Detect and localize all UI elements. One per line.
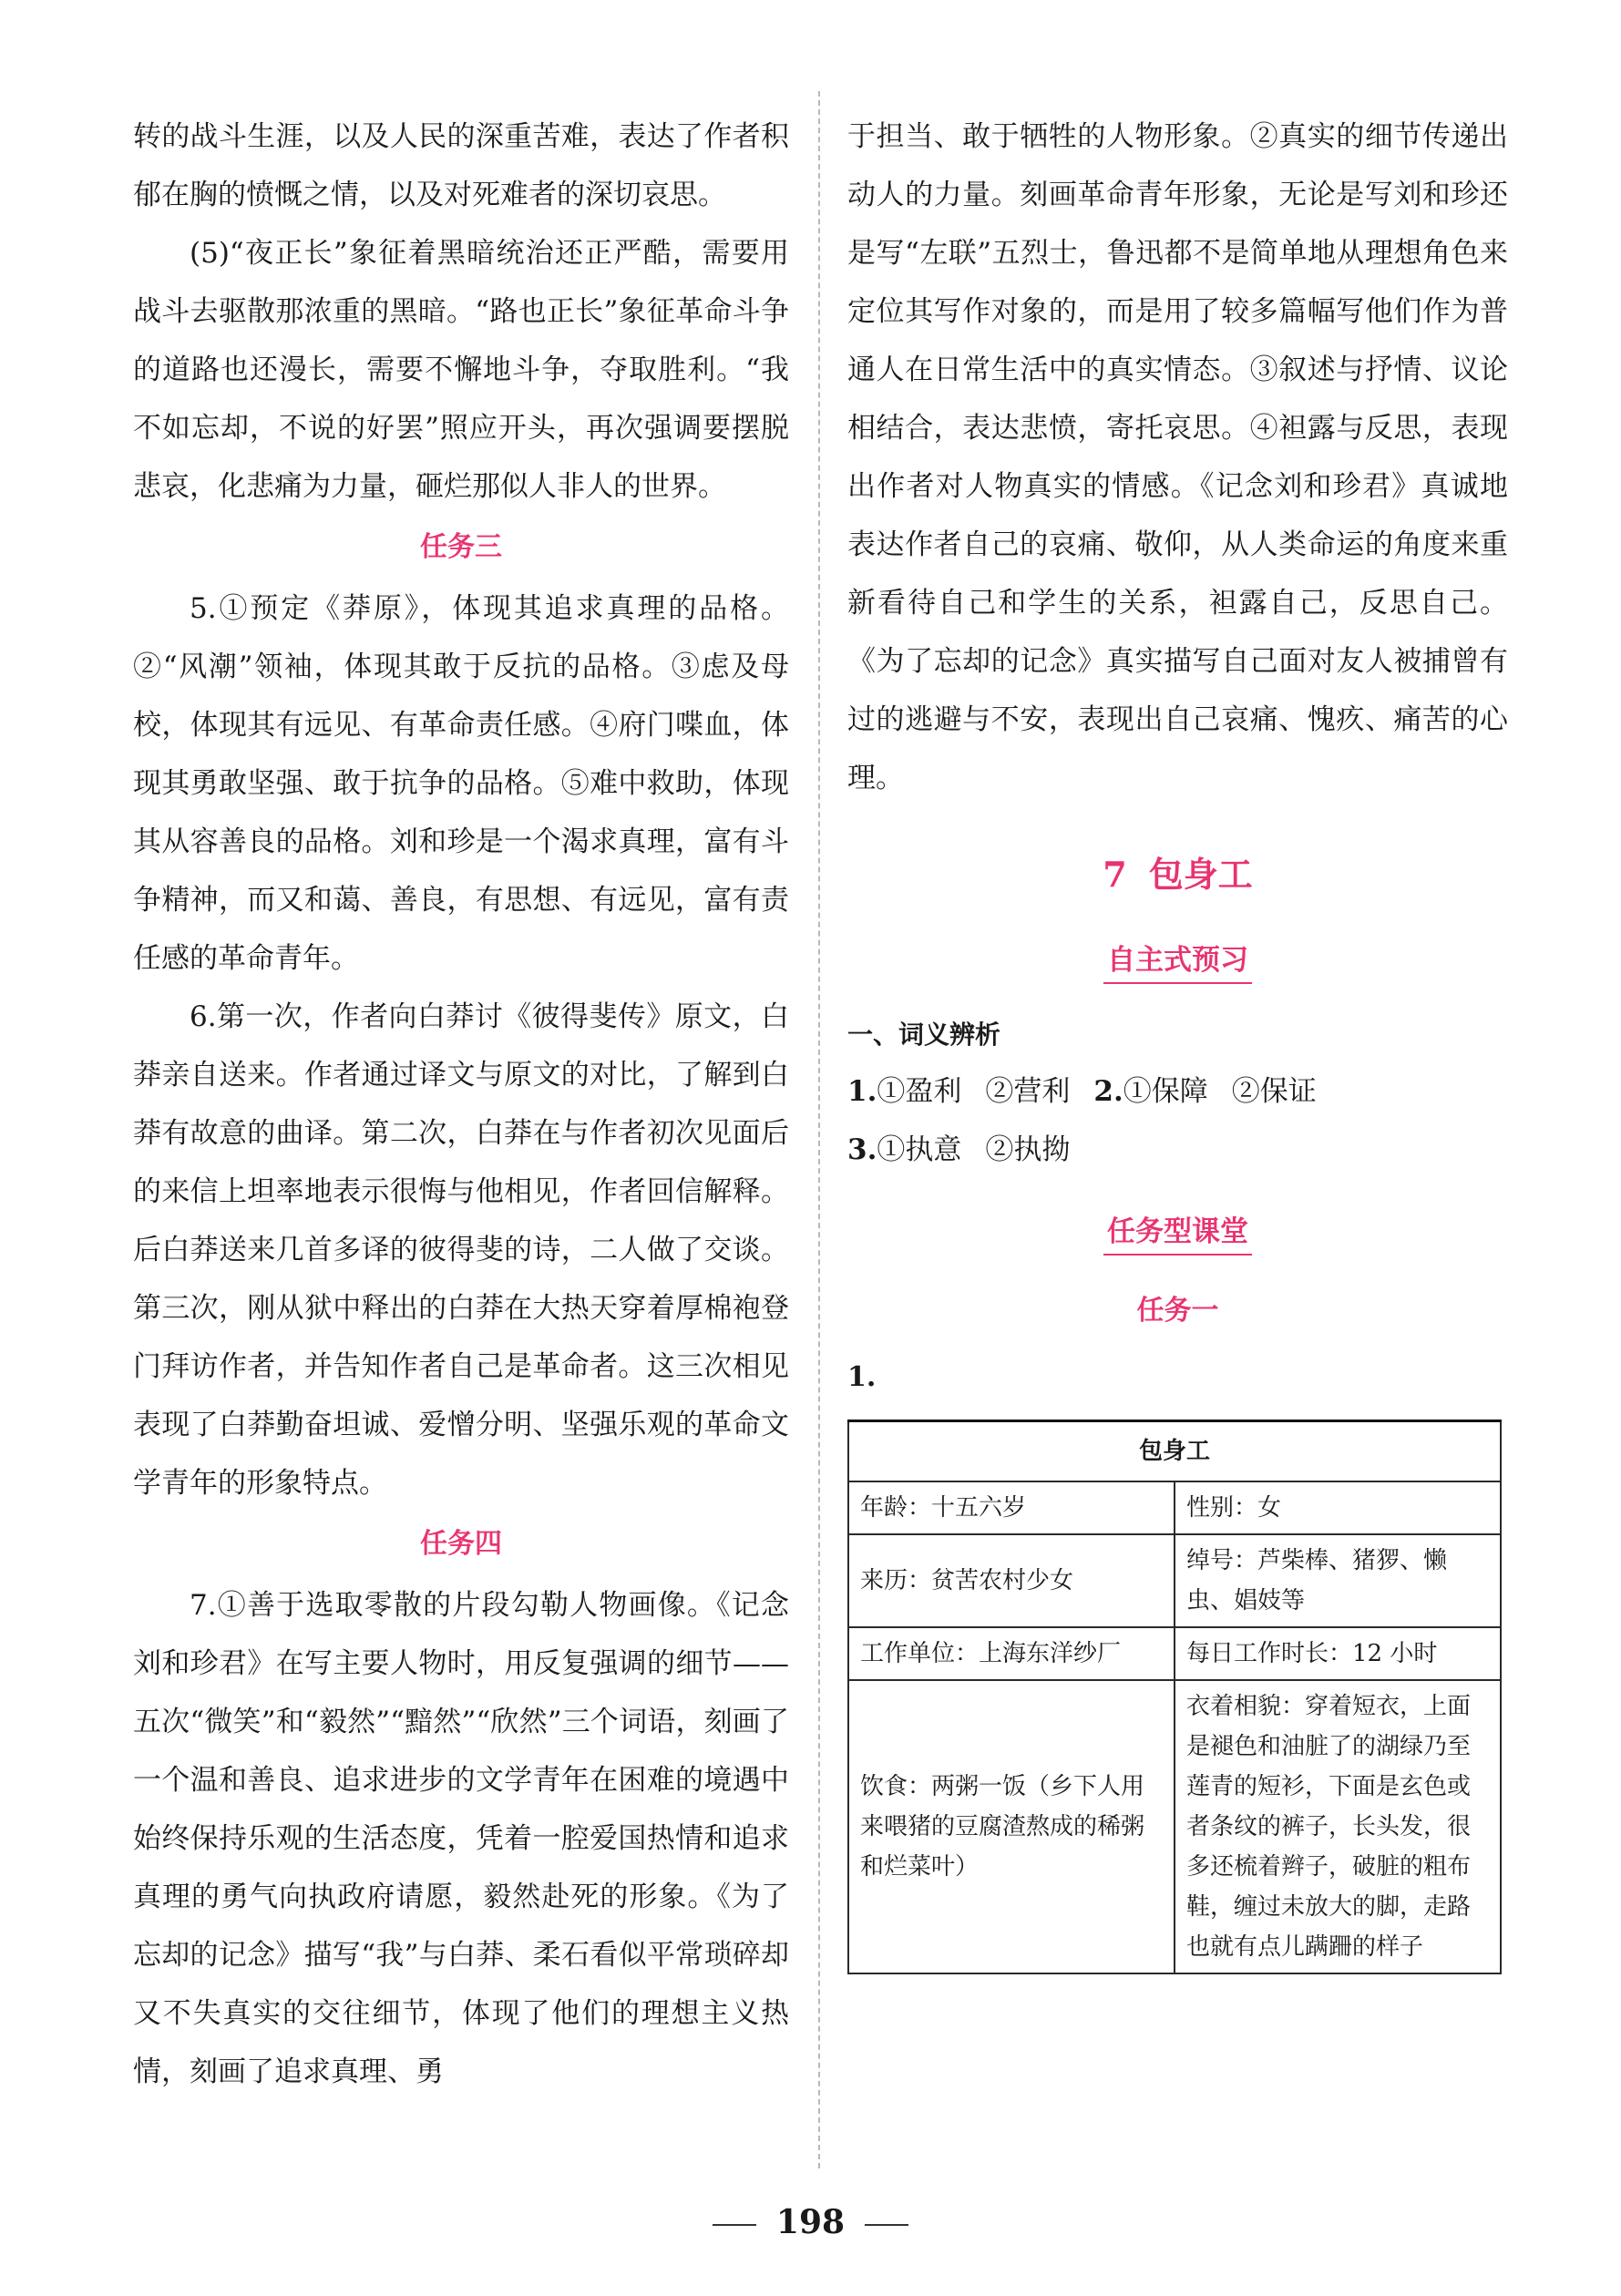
table-cell-workplace: 工作单位：上海东洋纱厂 [848, 1627, 1175, 1680]
table-cell-hours: 每日工作时长：12 小时 [1175, 1627, 1501, 1680]
section-preview-heading: 自主式预习 [847, 938, 1508, 984]
page-number: 198 [0, 2203, 1621, 2241]
table-cell-age: 年龄：十五六岁 [848, 1481, 1175, 1534]
paragraph-answer-5-liu: 5.①预定《莽原》，体现其追求真理的品格。②“风潮”领袖，体现其敢于反抗的品格。③虑及母校，体现其有远见、有革命责任感。④府门喋血，体现其勇敢坚强、敢于抗争的品格。⑤难中救助，体现其从容善良的品格。刘和珍是一个渴求真理，富有斗争精神，而又和蔼、善良，有思想、有远见，富有责任感的革命青年。 [133, 592, 789, 975]
left-column [133, 108, 789, 2101]
vocab-line-1: 1.①盈利 ②营利 2.①保障 ②保证 [847, 1075, 1317, 1108]
paragraph-answer-7-continued: 于担当、敢于牺牲的人物形象。②真实的细节传递出动人的力量。刻画革命青年形象，无论是写刘和珍还是写“左联”五烈士，鲁迅都不是简单地从理想角色来定位其写作对象的，而是用了较多篇幅写他们作为普通人在日常生活中的真实情态。③叙述与抒情、议论相结合，表达悲愤，寄托哀思。④袒露与反思，表现出作者对人物真实的情感。《记念刘和珍君》真诚地表达作者自己的哀痛、敬仰，从人类命运的角度来重新看待自己和学生的关系，袒露自己，反思自己。《为了忘却的记念》真实描写自己面对友人被捕曾有过的逃避与不安，表现出自己哀痛、愧疚、痛苦的心理。 [847, 120, 1508, 794]
lesson-number: 7 [1103, 854, 1127, 895]
table-cell-gender: 性别：女 [1175, 1481, 1501, 1534]
task-four-heading: 任务四 [420, 1528, 502, 1560]
paragraph-continuation: 转的战斗生涯，以及人民的深重苦难，表达了作者积郁在胸的愤慨之情，以及对死难者的深切哀思。 [133, 120, 789, 211]
column-divider [818, 91, 820, 2168]
paragraph-answer-5: (5)“夜正长”象征着黑暗统治还正严酷，需要用战斗去驱散那浓重的黑暗。“路也正长”象征革命斗争的道路也还漫长，需要不懈地斗争，夺取胜利。“我不如忘却，不说的好罢”照应开头，再次强调要摆脱悲哀，化悲痛为力量，砸烂那似人非人的世界。 [133, 237, 789, 503]
paragraph-answer-6: 6.第一次，作者向白莽讨《彼得斐传》原文，白莽亲自送来。作者通过译文与原文的对比，了解到白莽有故意的曲译。第二次，白莽在与作者初次见面后的来信上坦率地表示很悔与他相见，作者回信解释。后白莽送来几首多译的彼得斐的诗，二人做了交谈。第三次，刚从狱中释出的白莽在大热天穿着厚棉袍登门拜访作者，并告知作者自己是革命者。这三次相见表现了白莽勤奋坦诚、爱憎分明、坚强乐观的革命文学青年的形象特点。 [133, 1000, 789, 1500]
table-cell-diet: 饮食：两粥一饭（乡下人用来喂猪的豆腐渣熬成的稀粥和烂菜叶） [848, 1680, 1175, 1973]
character-table [847, 1420, 1502, 1974]
lesson-name: 包身工 [1148, 854, 1253, 895]
section-classroom-heading: 任务型课堂 [847, 1210, 1508, 1256]
task-three-heading: 任务三 [420, 531, 502, 563]
right-column [847, 108, 1508, 1974]
lesson-title [847, 847, 1508, 902]
table-cell-appearance: 衣着相貌：穿着短衣，上面是褪色和油脏了的湖绿乃至莲青的短衫，下面是玄色或者条纹的裤子，长头发，很多还梳着辫子，破脏的粗布鞋，缠过未放大的脚，走路也就有点儿蹒跚的样子 [1175, 1680, 1501, 1973]
table-cell-nickname: 绰号：芦柴棒、猪猡、懒虫、娼妓等 [1175, 1534, 1501, 1627]
table-cell-origin: 来历：贫苦农村少女 [848, 1534, 1175, 1627]
table-title: 包身工 [848, 1421, 1501, 1482]
paragraph-answer-7: 7.①善于选取零散的片段勾勒人物画像。《记念刘和珍君》在写主要人物时，用反复强调的细节——五次“微笑”和“毅然”“黯然”“欣然”三个词语，刻画了一个温和善良、追求进步的文学青年在困难的境遇中始终保持乐观的生活态度，凭着一腔爱国热情和追求真理的勇气向执政府请愿，毅然赴死的形象。《为了忘却的记念》描写“我”与白莽、柔石看似平常琐碎却又不失真实的交往细节，体现了他们的理想主义热情，刻画了追求真理、勇 [133, 1589, 789, 2088]
vocab-line-2: 3.①执意 ②执拗 [847, 1133, 1071, 1166]
task-one-heading: 任务一 [1136, 1295, 1219, 1327]
vocab-heading: 一、词义辨析 [847, 1020, 1001, 1050]
item-number: 1. [847, 1361, 877, 1393]
